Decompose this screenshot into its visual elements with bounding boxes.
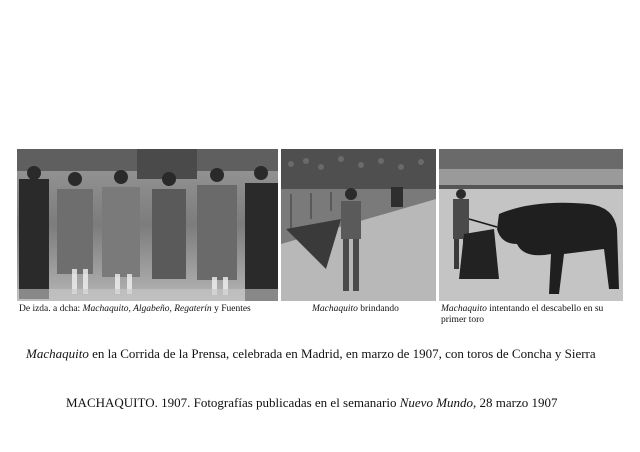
credit-line xyxy=(66,395,558,411)
subtitle-line xyxy=(26,346,596,362)
credit-suffix: , 28 marzo 1907 xyxy=(473,395,558,410)
descabello-photo-image xyxy=(439,149,623,301)
group-photo-image xyxy=(17,149,278,301)
caption-descabello-name: Machaquito xyxy=(441,304,487,314)
caption-group xyxy=(19,304,281,315)
subtitle-name: Machaquito xyxy=(26,346,89,361)
credit-prefix: MACHAQUITO. 1907. Fotografías publicadas en el semanario xyxy=(66,395,400,410)
photo-descabello xyxy=(439,149,623,301)
credit-publication: Nuevo Mundo xyxy=(399,395,474,410)
caption-brindando-rest: brindando xyxy=(357,304,399,314)
caption-brindando-name: Machaquito xyxy=(312,304,358,314)
caption-group-prefix: De izda. a dcha: xyxy=(19,304,83,314)
brindis-photo-image xyxy=(281,149,436,301)
caption-descabello xyxy=(441,304,627,326)
caption-brindando xyxy=(312,304,436,315)
photo-group-toreros xyxy=(17,149,278,301)
caption-descabello-rest: intentando el descabello en su primer toro xyxy=(441,304,604,325)
caption-group-names: Machaquito, Algabeño, Regaterín xyxy=(82,304,212,314)
subtitle-rest: en la Corrida de la Prensa, celebrada en Madrid, en marzo de 1907, con toros de Concha y Sierra xyxy=(88,346,596,361)
caption-group-connector: y Fuentes xyxy=(211,304,251,314)
photo-brindando xyxy=(281,149,436,301)
